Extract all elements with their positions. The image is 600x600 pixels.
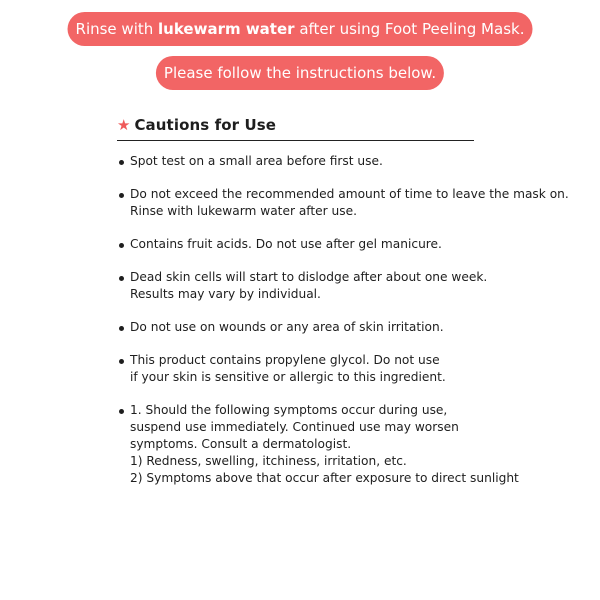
section-title: Cautions for Use (134, 116, 277, 134)
cautions-list (117, 153, 587, 487)
caution-item (117, 352, 587, 386)
rinse-banner-suffix: after using Foot Peeling Mask. (294, 20, 525, 38)
rinse-banner (68, 12, 533, 46)
caution-line: Contains fruit acids. Do not use after gel manicure. (130, 237, 442, 251)
caution-line: symptoms. Consult a dermatologist. (130, 437, 352, 451)
caution-line: Spot test on a small area before first use. (130, 154, 383, 168)
instruction-banner-text: Please follow the instructions below. (163, 64, 437, 82)
star-icon: ★ (117, 115, 131, 134)
caution-line: 1. Should the following symptoms occur during use, (130, 403, 448, 417)
caution-line: Do not exceed the recommended amount of time to leave the mask on. (130, 187, 569, 201)
caution-line: 1) Redness, swelling, itchiness, irritation, etc. (130, 454, 407, 468)
cautions-header (117, 116, 474, 141)
caution-item (117, 269, 587, 303)
caution-item (117, 153, 587, 170)
caution-line: 2) Symptoms above that occur after exposure to direct sunlight (130, 471, 519, 485)
caution-item (117, 402, 587, 487)
caution-line: Dead skin cells will start to dislodge after about one week. (130, 270, 488, 284)
caution-item (117, 319, 587, 336)
rinse-banner-prefix: Rinse with (75, 20, 159, 38)
caution-line: Rinse with lukewarm water after use. (130, 204, 357, 218)
caution-item (117, 186, 587, 220)
instruction-banner (156, 56, 444, 90)
caution-line: Results may vary by individual. (130, 287, 321, 301)
caution-item (117, 236, 587, 253)
cautions-section (117, 116, 587, 487)
rinse-banner-emphasis: lukewarm water (158, 20, 295, 38)
caution-line: suspend use immediately. Continued use may worsen (130, 420, 459, 434)
caution-line: Do not use on wounds or any area of skin irritation. (130, 320, 444, 334)
caution-line: if your skin is sensitive or allergic to this ingredient. (130, 370, 446, 384)
caution-line: This product contains propylene glycol. Do not use (130, 353, 440, 367)
